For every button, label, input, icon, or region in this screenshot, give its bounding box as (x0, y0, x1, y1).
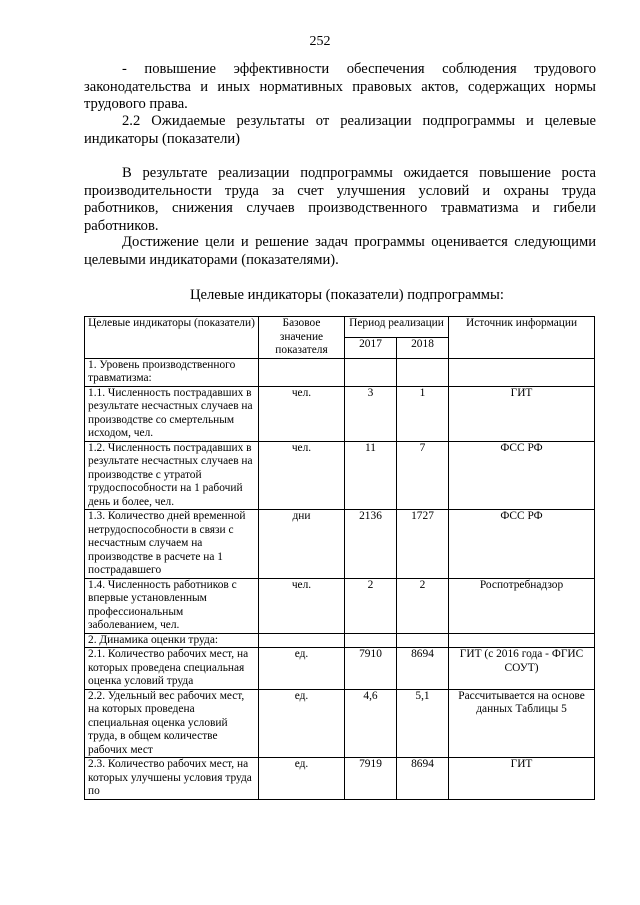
cell-base: дни (259, 510, 345, 579)
intro-paragraph (84, 61, 596, 114)
result-text: В результате реализации подпрограммы ожидается повышение роста производительности труда за счет улучшения условий и охраны труда работников, снижения случаев производственного травматизма и гибели работников. (84, 165, 596, 234)
section-title: 2.2 Ожидаемые результаты от реализации подпрограммы и целевые индикаторы (показатели) (84, 113, 596, 147)
cell-2018 (397, 633, 449, 648)
cell-2018: 8694 (397, 648, 449, 690)
cell-indicator: 1.2. Численность пострадавших в результате несчастных случаев на производстве с утратой трудоспособности на 1 рабочий день и более, чел. (85, 441, 259, 510)
table-header-row (85, 317, 595, 338)
cell-2017: 7910 (345, 648, 397, 690)
table-row (85, 441, 595, 510)
table-row (85, 648, 595, 690)
indicators-table (84, 316, 595, 800)
cell-source: ГИТ (449, 386, 595, 441)
cell-2018 (397, 358, 449, 386)
table-row (85, 689, 595, 758)
cell-2017: 4,6 (345, 689, 397, 758)
goal-paragraph (84, 234, 596, 269)
cell-source (449, 358, 595, 386)
table-row (85, 633, 595, 648)
table-row (85, 578, 595, 633)
cell-2018: 1 (397, 386, 449, 441)
header-year-2017: 2017 (345, 337, 397, 358)
cell-base: чел. (259, 578, 345, 633)
cell-indicator: 2.1. Количество рабочих мест, на которых проведена специальная оценка условий труда (85, 648, 259, 690)
cell-2017: 2 (345, 578, 397, 633)
table-row (85, 758, 595, 800)
cell-indicator: 2.2. Удельный вес рабочих мест, на которых проведена специальная оценка условий труда, в общем количестве рабочих мест (85, 689, 259, 758)
cell-source: Роспотребнадзор (449, 578, 595, 633)
result-paragraph (84, 165, 596, 235)
cell-base: ед. (259, 758, 345, 800)
cell-base: чел. (259, 441, 345, 510)
cell-source: ФСС РФ (449, 441, 595, 510)
cell-indicator: 2.3. Количество рабочих мест, на которых улучшены условия труда по (85, 758, 259, 800)
intro-text: - повышение эффективности обеспечения соблюдения трудового законодательства и иных нормативных правовых актов, содержащих нормы трудового права. (84, 61, 596, 112)
header-source: Источник информации (449, 317, 595, 359)
page-number: 252 (309, 34, 331, 49)
table-row (85, 510, 595, 579)
table-row (85, 386, 595, 441)
header-period: Период реализации (345, 317, 449, 338)
cell-base (259, 358, 345, 386)
header-base: Базовое значение показателя (259, 317, 345, 359)
cell-2018: 5,1 (397, 689, 449, 758)
section-heading (84, 113, 596, 148)
cell-indicator: 1.4. Численность работников с впервые установленным профессиональным заболеванием, чел. (85, 578, 259, 633)
header-indicator: Целевые индикаторы (показатели) (85, 317, 259, 359)
cell-2017: 11 (345, 441, 397, 510)
cell-2017: 7919 (345, 758, 397, 800)
cell-2018: 8694 (397, 758, 449, 800)
table-row (85, 358, 595, 386)
cell-source: ГИТ (с 2016 года - ФГИС СОУТ) (449, 648, 595, 690)
cell-2018: 2 (397, 578, 449, 633)
cell-2018: 1727 (397, 510, 449, 579)
cell-base (259, 633, 345, 648)
cell-source: Рассчитывается на основе данных Таблицы 5 (449, 689, 595, 758)
cell-source (449, 633, 595, 648)
header-year-2018: 2018 (397, 337, 449, 358)
cell-2017 (345, 633, 397, 648)
cell-2017: 2136 (345, 510, 397, 579)
cell-base: ед. (259, 689, 345, 758)
cell-base: чел. (259, 386, 345, 441)
cell-indicator: 1.1. Численность пострадавших в результате несчастных случаев на производстве со смертельным исходом, чел. (85, 386, 259, 441)
cell-2017: 3 (345, 386, 397, 441)
cell-indicator: 1. Уровень производственного травматизма: (85, 358, 259, 386)
goal-text: Достижение цели и решение задач программы оценивается следующими целевыми индикаторами (показателями). (84, 234, 596, 268)
cell-source: ГИТ (449, 758, 595, 800)
table-caption: Целевые индикаторы (показатели) подпрограммы: (190, 287, 504, 303)
cell-base: ед. (259, 648, 345, 690)
cell-2018: 7 (397, 441, 449, 510)
cell-indicator: 2. Динамика оценки труда: (85, 633, 259, 648)
cell-2017 (345, 358, 397, 386)
cell-indicator: 1.3. Количество дней временной нетрудоспособности в связи с несчастным случаем на производстве в расчете на 1 пострадавшего (85, 510, 259, 579)
cell-source: ФСС РФ (449, 510, 595, 579)
